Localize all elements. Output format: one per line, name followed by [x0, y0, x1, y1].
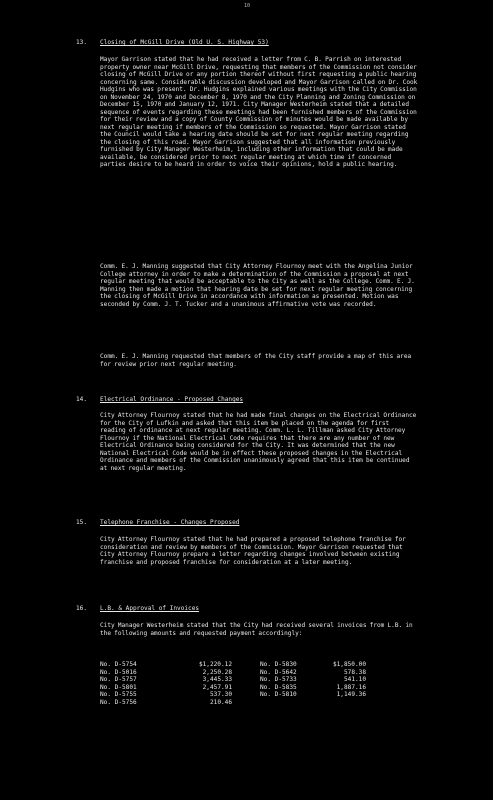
item-heading: Telephone Franchise - Changes Proposed	[100, 519, 240, 526]
invoice-amount: $1,220.12	[198, 661, 232, 668]
invoice-amount: 2,457.91	[202, 683, 232, 691]
item-number: 14.	[76, 396, 88, 403]
invoice-amount: 578.38	[343, 668, 366, 676]
invoice-number: No. D-5733	[260, 676, 297, 683]
paragraph: City Manager Westerheim stated that the City had received several invoices from L.B. in the following amounts and requested payment accordingly:	[100, 622, 413, 637]
paragraph: Comm. E. J. Manning requested that members of the City staff provide a map of this area for review prior next regular meeting.	[100, 353, 412, 368]
invoice-amount: 1,149.36	[336, 691, 366, 698]
invoice-row	[100, 684, 366, 692]
invoice-amount	[318, 699, 366, 707]
item-heading: Closing of McGill Drive (Old U. S. Highway 53)	[100, 39, 269, 46]
invoice-amount: 541.10	[343, 676, 366, 683]
invoice-row	[100, 691, 366, 699]
paragraph: City Attorney Flournoy stated that he had prepared a proposed telephone franchise for consideration and review by members of the Commission. Mayor Garrison requested that City Attorney Flournoy prepare a letter regarding changes involved between existing franchise and proposed franchise for consideration at a later meeting.	[100, 536, 406, 566]
invoice-number: No. D-5754	[100, 661, 137, 668]
item-number: 13.	[76, 39, 88, 46]
invoice-number: No. D-5801	[100, 683, 137, 691]
paragraph: Mayor Garrison stated that he had received a letter from C. B. Parrish on interested property owner near McGill Drive, requesting that members of the Commission not consider closing of McGill Drive or any portion thereof without first requesting a public hearing concerning same. Considerable discussion developed and Mayor Garrison called on Dr. Cook Hudgins who was present. Dr. Hudgins explained various meetings with the City Commission on November 24, 1970 and December 8, 1970 and the City Planning and Zoning Commission on December 15, 1970 and January 12, 1971. City Manager Westerheim stated that a detailed sequence of events regarding these meetings had been furnished members of the Commission for their review and a copy of County Commission of minutes would be made available by next regular meeting if members of the Commission so requested. Mayor Garrison stated the Council would take a hearing date should be set for next regular meeting regarding the closing of this road. Mayor Garrison suggested that all information previously furnished by City Manager Westerheim, including other information that could be made available, be considered prior to next regular meeting at which time if concerned parties desire to be heard in order to voice their opinions, hold a public hearing.	[100, 56, 418, 168]
item-number: 15.	[76, 519, 88, 526]
invoice-amount: 1,887.16	[336, 683, 366, 691]
invoice-amount: $1,850.00	[332, 661, 366, 668]
invoice-number: No. D-5830	[260, 661, 297, 668]
invoice-number: No. D-5016	[100, 668, 137, 676]
invoice-number: No. D-5755	[100, 691, 137, 698]
paragraph: Comm. E. J. Manning suggested that City Attorney Flournoy meet with the Angelina Junior College attorney in order to make a determination of the Commission a proposal at next regular meeting that would be acceptable to the City as well as the College. Comm. E. J. Manning then made a motion that hearing date be set for next regular meeting concerning the closing of McGill Drive in accordance with information as presented. Motion was seconded by Comm. J. T. Tucker and a unanimous affirmative vote was recorded.	[100, 263, 415, 308]
invoice-number	[260, 699, 318, 707]
item-heading: Electrical Ordinance - Proposed Changes	[100, 396, 244, 403]
invoice-amount: 210.46	[209, 698, 232, 706]
invoice-row	[100, 676, 366, 684]
invoice-amount: 3,445.33	[202, 676, 232, 683]
item-number: 16.	[76, 605, 88, 612]
paragraph: City Attorney Flournoy stated that he had made final changes on the Electrical Ordinance for the City of Lufkin and asked that this item be placed on the agenda for first reading of ordinance at next regular meeting. Comm. L. L. Tillman asked City Attorney Flournoy if the National Electrical Code requires that there are any number of new Electrical Ordinance being considered for the City. It was determined that the new National Electrical Code would be in effect these proposed changes in the Electrical Ordinance and members of the Commission unanimously agreed that this item be continued at next regular meeting.	[100, 412, 417, 472]
invoice-table	[100, 661, 366, 706]
page-number: 10	[244, 3, 251, 9]
invoice-amount: 2,250.28	[202, 668, 232, 676]
invoice-row	[100, 661, 366, 669]
invoice-row	[100, 669, 366, 677]
invoice-number: No. D-5642	[260, 668, 297, 676]
invoice-number: No. D-5756	[100, 698, 137, 706]
invoice-number: No. D-5757	[100, 676, 137, 683]
item-heading: L.B. & Approval of Invoices	[100, 605, 200, 612]
invoice-number: No. D-5835	[260, 683, 297, 691]
invoice-number: No. D-5810	[260, 691, 297, 698]
invoice-amount: 537.30	[209, 691, 232, 698]
invoice-row	[100, 699, 366, 707]
